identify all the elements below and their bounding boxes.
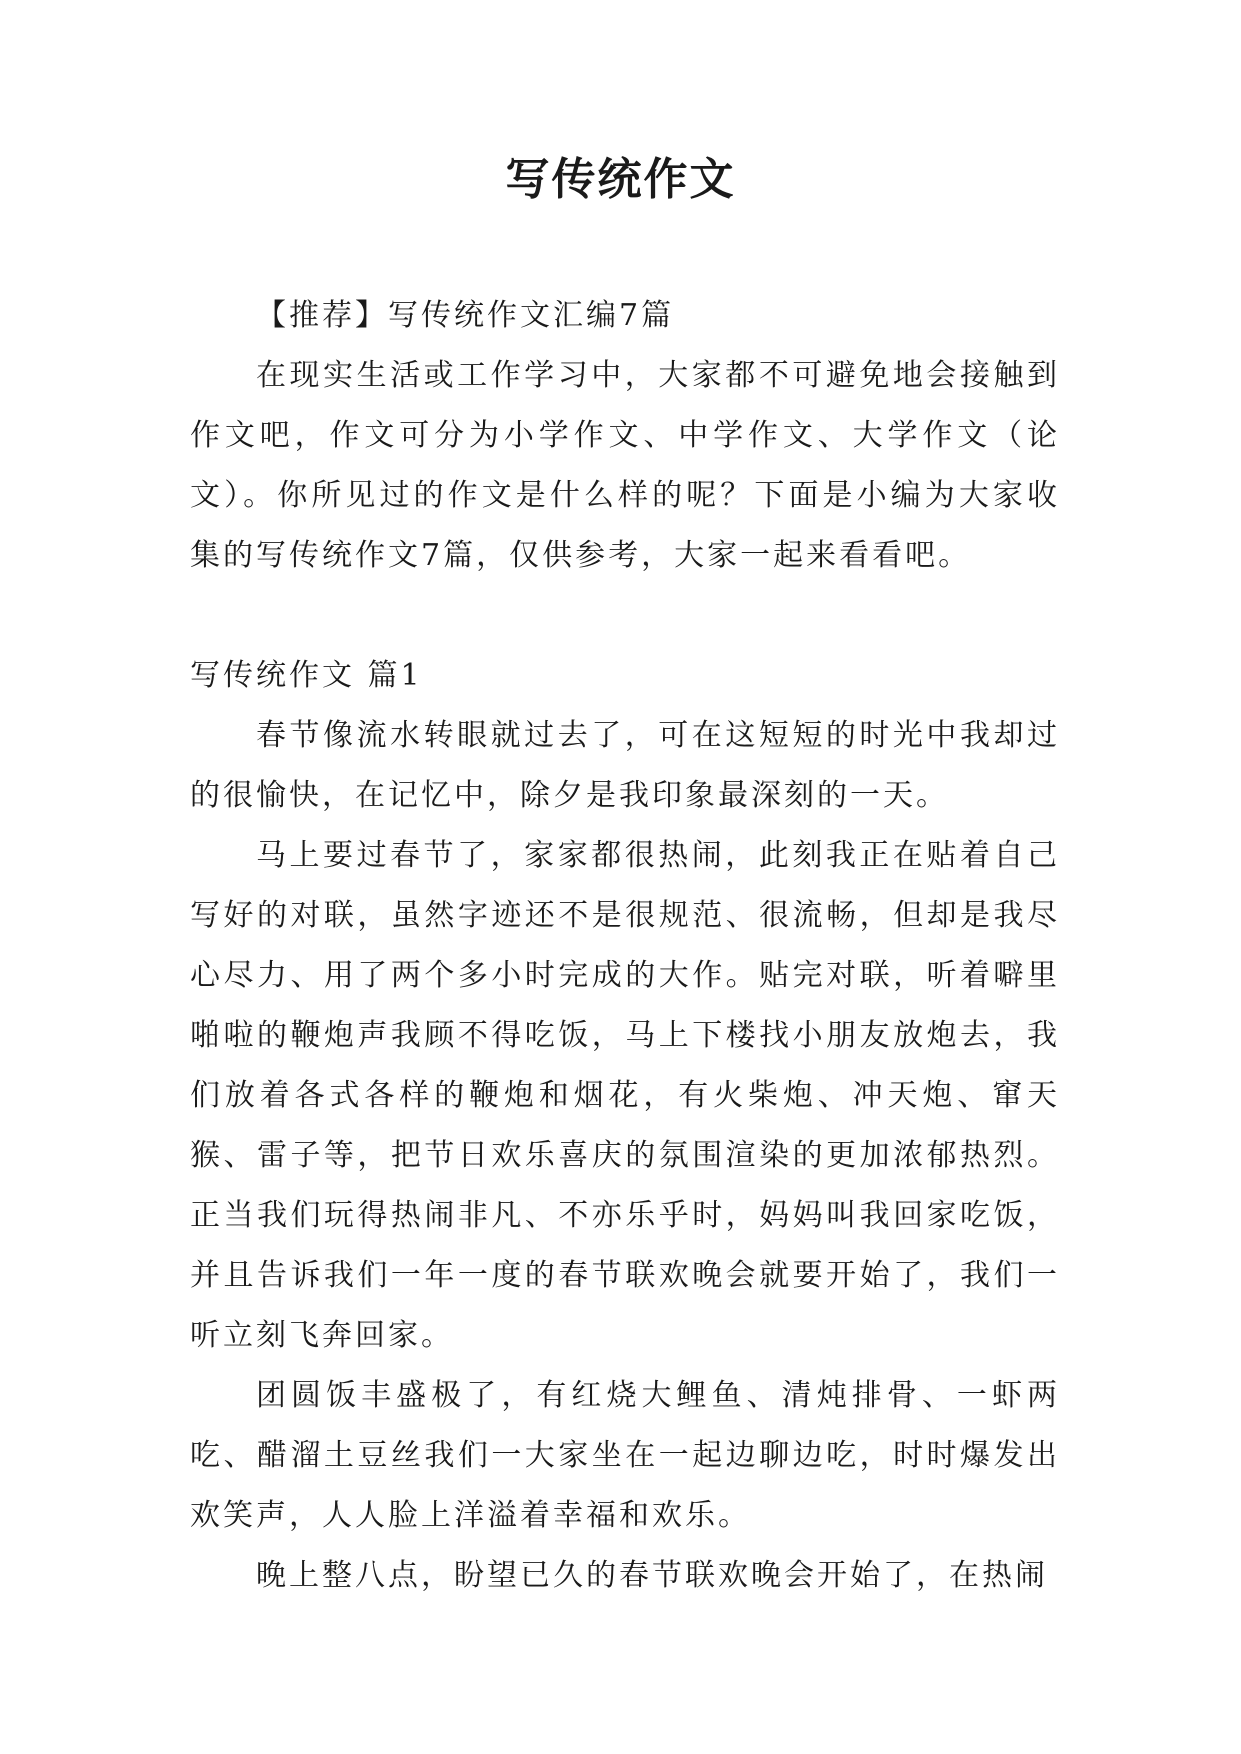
section-heading: 写传统作文 篇1 bbox=[190, 658, 423, 693]
document-body bbox=[190, 286, 1060, 1606]
paragraph-spacer bbox=[190, 586, 1060, 646]
body-paragraph: 团圆饭丰盛极了，有红烧大鲤鱼、清炖排骨、一虾两吃、醋溜土豆丝我们一大家坐在一起边聊边吃，时时爆发出欢笑声，人人脸上洋溢着幸福和欢乐。 bbox=[190, 1378, 1060, 1533]
document-title: 写传统作文 bbox=[505, 154, 736, 205]
body-paragraph: 马上要过春节了，家家都很热闹，此刻我正在贴着自己写好的对联，虽然字迹还不是很规范、很流畅，但却是我尽心尽力、用了两个多小时完成的大作。贴完对联，听着噼里啪啦的鞭炮声我顾不得吃饭，马上下楼找小朋友放炮去，我们放着各式各样的鞭炮和烟花，有火柴炮、冲天炮、窜天猴、雷子等，把节日欢乐喜庆的氛围渲染的更加浓郁热烈。正当我们玩得热闹非凡、不亦乐乎时，妈妈叫我回家吃饭，并且告诉我们一年一度的春节联欢晚会就要开始了，我们一听立刻飞奔回家。 bbox=[190, 838, 1060, 1353]
body-paragraph: 晚上整八点，盼望已久的春节联欢晚会开始了，在热闹 bbox=[256, 1558, 1048, 1593]
document-subtitle: 【推荐】写传统作文汇编7篇 bbox=[256, 298, 675, 333]
body-paragraph: 春节像流水转眼就过去了，可在这短短的时光中我却过的很愉快，在记忆中，除夕是我印象最深刻的一天。 bbox=[190, 718, 1060, 813]
intro-paragraph: 在现实生活或工作学习中，大家都不可避免地会接触到作文吧，作文可分为小学作文、中学作文、大学作文（论文）。你所见过的作文是什么样的呢？下面是小编为大家收集的写传统作文7篇，仅供参考，大家一起来看看吧。 bbox=[190, 358, 1060, 573]
